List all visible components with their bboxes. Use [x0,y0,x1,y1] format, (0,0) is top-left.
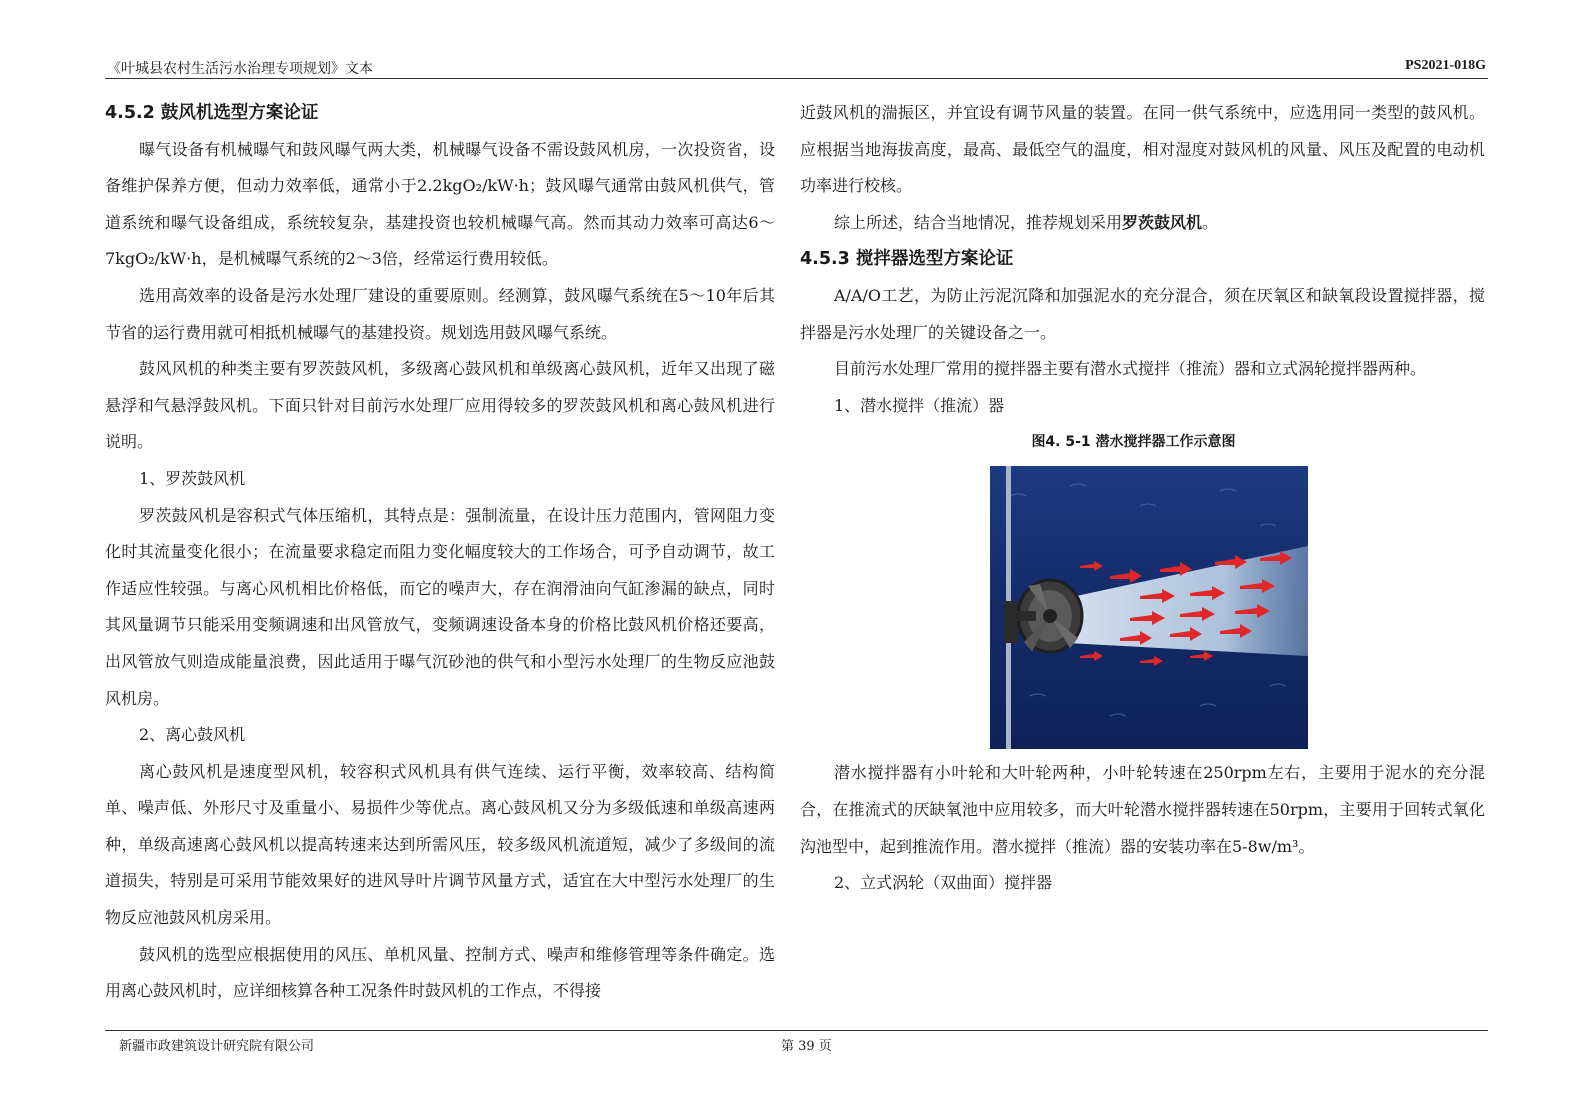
page-number: 第 39 页 [781,1039,832,1054]
paragraph: 潜水搅拌器有小叶轮和大叶轮两种，小叶轮转速在250rpm左右，主要用于泥水的充分混合，在推流式的厌缺氧池中应用较多，而大叶轮潜水搅拌器转速在50rpm，主要用于回转式氧化沟池型中，起到推流作用。潜水搅拌（推流）器的安装功率在5-8w/m³。 [800,763,1485,856]
document-code: PS2021-018G [1405,58,1486,73]
paragraph: 离心鼓风机是速度型风机，较容积式风机具有供气连续、运行平衡，效率较高、结构简单、噪声低、外形尺寸及重量小、易损件少等优点。离心鼓风机又分为多级低速和单级高速两种，单级高速离心鼓风机以提高转速来达到所需风压，较多级风机流道短，减少了多级间的流道损失，特别是可采用节能效果好的进风导叶片调节风量方式，适宜在大中型污水处理厂的生物反应池鼓风机房采用。 [105,761,775,928]
document-title: 《叶城县农村生活污水治理专项规划》文本 [107,61,373,77]
paragraph: 鼓风风机的种类主要有罗茨鼓风机，多级离心鼓风机和单级离心鼓风机，近年又出现了磁悬浮和气悬浮鼓风机。下面只针对目前污水处理厂应用得较多的罗茨鼓风机和离心鼓风机进行说明。 [105,359,775,452]
paragraph: A/A/O工艺，为防止污泥沉降和加强泥水的充分混合，须在厌氧区和缺氧段设置搅拌器，搅拌器是污水处理厂的关键设备之一。 [800,285,1485,342]
subheading-roots-blower: 1、罗茨鼓风机 [139,468,246,488]
section-heading-4-5-2: 4.5.2 鼓风机选型方案论证 [105,103,319,123]
paragraph-conclusion: 综上所述，结合当地情况，推荐规划采用罗茨鼓风机。 [834,212,1219,232]
company-name: 新疆市政建筑设计研究院有限公司 [119,1039,315,1054]
paragraph: 近鼓风机的湍振区，并宜设有调节风量的装置。在同一供气系统中，应选用同一类型的鼓风机。应根据当地海拔高度，最高、最低空气的温度，相对湿度对鼓风机的风量、风压及配置的电动机功率进行校核。 [800,103,1485,196]
submersible-mixer-figure [990,466,1308,749]
paragraph: 罗茨鼓风机是容积式气体压缩机，其特点是：强制流量，在设计压力范围内，管网阻力变化时其流量变化很小；在流量要求稳定而阻力变化幅度较大的工作场合，可予自动调节，故工作适应性较强。与离心风机相比价格低，而它的噪声大，存在润滑油向气缸渗漏的缺点，同时其风量调节只能采用变频调速和出风管放气，变频调速设备本身的价格比鼓风机价格还要高，出风管放气则造成能量浪费，因此适用于曝气沉砂池的供气和小型污水处理厂的生物反应池鼓风机房。 [105,505,775,708]
left-column [105,95,775,1010]
page-header [105,56,1488,79]
recommended-blower: 罗茨鼓风机 [1122,212,1203,232]
subheading-vertical-turbine-mixer: 2、立式涡轮（双曲面）搅拌器 [834,873,1053,893]
paragraph: 鼓风机的选型应根据使用的风压、单机风量、控制方式、噪声和维修管理等条件确定。选用离心鼓风机时，应详细核算各种工况条件时鼓风机的工作点，不得接 [105,944,775,1001]
right-column [800,95,1485,902]
paragraph: 目前污水处理厂常用的搅拌器主要有潜水式搅拌（推流）器和立式涡轮搅拌器两种。 [834,359,1427,379]
page-footer [105,1030,1488,1055]
subheading-submersible-mixer: 1、潜水搅拌（推流）器 [834,395,1005,415]
paragraph: 曝气设备有机械曝气和鼓风曝气两大类，机械曝气设备不需设鼓风机房，一次投资省，设备维护保养方便，但动力效率低，通常小于2.2kgO₂/kW·h；鼓风曝气通常由鼓风机供气，管道系统和曝气设备组成，系统较复杂，基建投资也较机械曝气高。然而其动力效率可高达6～7kgO₂/kW·h，是机械曝气系统的2～3倍，经常运行费用较低。 [105,139,775,269]
section-heading-4-5-3: 4.5.3 搅拌器选型方案论证 [800,249,1014,270]
subheading-centrifugal-blower: 2、离心鼓风机 [139,725,246,745]
submersible-mixer-illustration [990,466,1308,749]
paragraph: 选用高效率的设备是污水处理厂建设的重要原则。经测算，鼓风曝气系统在5～10年后其节省的运行费用就可相抵机械曝气的基建投资。规划选用鼓风曝气系统。 [105,285,775,342]
figure-caption: 图4. 5-1 潜水搅拌器工作示意图 [1031,434,1236,451]
